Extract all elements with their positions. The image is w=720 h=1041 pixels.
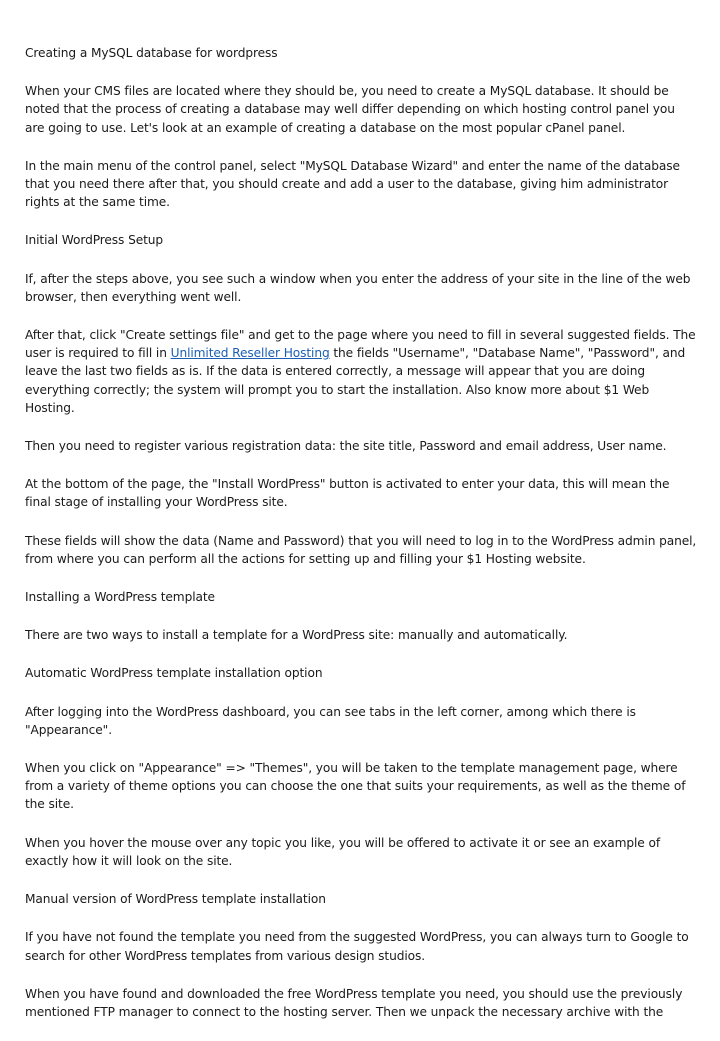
unlimited-reseller-hosting-link[interactable]: Unlimited Reseller Hosting <box>170 346 330 361</box>
paragraph-ftp-manager: When you have found and downloaded the free WordPress template you need, you should use the previously mentioned FTP manager to connect to the hosting server. Then we unpack the necessary archive with the <box>25 986 683 1019</box>
heading-mysql-database: Creating a MySQL database for wordpress <box>25 46 278 60</box>
heading-installing-template: Installing a WordPress template <box>25 590 215 605</box>
document-body <box>25 44 697 1041</box>
paragraph-two-ways: There are two ways to install a template for a WordPress site: manually and automatically. <box>25 628 568 643</box>
paragraph-cms-files: When your CMS files are located where they should be, you need to create a MySQL database. It should be noted that the process of creating a database may well differ depending on which hosting control panel you are going to use. Let's look at an example of creating a database on the most popular cPanel panel. <box>25 84 675 135</box>
heading-manual-version: Manual version of WordPress template installation <box>25 892 326 907</box>
paragraph-google-search: If you have not found the template you need from the suggested WordPress, you can always turn to Google to search for other WordPress templates from various design studios. <box>25 930 689 963</box>
paragraph-appearance-themes: When you click on "Appearance" => "Themes", you will be taken to the template management page, where from a variety of theme options you can choose the one that suits your requirements, as well as the theme of the site. <box>25 761 686 812</box>
heading-automatic-option: Automatic WordPress template installation option <box>25 666 323 681</box>
paragraph-dashboard-tabs: After logging into the WordPress dashboard, you can see tabs in the left corner, among which there is "Appearance". <box>25 704 636 737</box>
paragraph-registration-data: Then you need to register various registration data: the site title, Password and email address, User name. <box>25 439 667 454</box>
paragraph-create-settings-before: After that, click "Create settings file" and get to the page where you need to fill in several suggested fields. The user is required to fill in <box>25 328 696 361</box>
paragraph-create-settings-after: the fields "Username", "Database Name", "Password", and leave the last two fields as is. If the data is entered correctly, a message will appear that you are doing everything correctly; the system will prompt you to start the installation. Also know more about $1 Web Hosting. <box>25 346 686 415</box>
heading-initial-setup: Initial WordPress Setup <box>25 233 164 248</box>
paragraph-install-button: At the bottom of the page, the "Install WordPress" button is activated to enter your data, this will mean the final stage of installing your WordPress site. <box>25 477 670 510</box>
paragraph-mysql-wizard: In the main menu of the control panel, select "MySQL Database Wizard" and enter the name of the database that you need there after that, you should create and add a user to the database, giving him administrator rights at the same time. <box>25 158 680 210</box>
paragraph-login-fields: These fields will show the data (Name and Password) that you will need to log in to the WordPress admin panel, from where you can perform all the actions for setting up and filling your $1 Hosting website. <box>25 533 697 566</box>
paragraph-create-settings <box>25 326 697 417</box>
paragraph-hover-topic: When you hover the mouse over any topic you like, you will be offered to activate it or see an example of exactly how it will look on the site. <box>25 835 661 868</box>
paragraph-steps-above: If, after the steps above, you see such a window when you enter the address of your site in the line of the web browser, then everything went well. <box>25 271 691 304</box>
